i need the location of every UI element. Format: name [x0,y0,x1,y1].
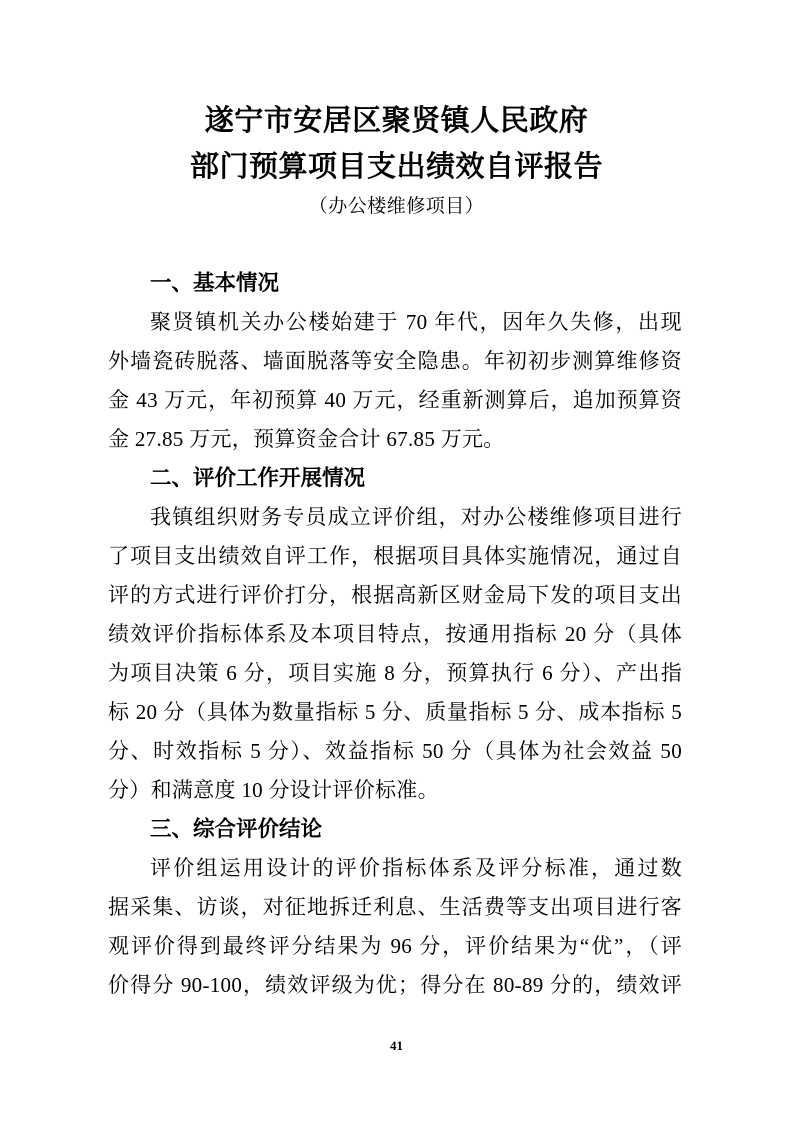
paragraph-line: 据采集、访谈，对征地拆迁利息、生活费等支出项目进行客 [108,895,682,919]
document-title [0,98,793,190]
paragraph-line: 标 20 分（具体为数量指标 5 分、质量指标 5 分、成本指标 5 [108,700,682,724]
paragraph-line: 为项目决策 6 分，项目实施 8 分，预算执行 6 分）、产出指 [108,661,682,685]
paragraph-line: 金 27.85 万元，预算资金合计 67.85 万元。 [108,427,505,451]
title-line-1: 遂宁市安居区聚贤镇人民政府 [204,105,589,137]
paragraph-line: 分、时效指标 5 分）、效益指标 50 分（具体为社会效益 50 [108,739,682,763]
section-heading: 二、评价工作开展情况 [150,466,366,490]
document-subtitle: （办公楼维修项目） [308,196,485,217]
paragraph-line: 价得分 90-100，绩效评级为优；得分在 80-89 分的，绩效评 [108,973,682,997]
paragraph-line: 外墙瓷砖脱落、墙面脱落等安全隐患。年初初步测算维修资 [108,349,682,373]
paragraph-line: 绩效评价指标体系及本项目特点，按通用指标 20 分（具体 [108,622,682,646]
page-number: 41 [390,1038,403,1053]
document-body [0,264,793,1005]
section-heading: 三、综合评价结论 [150,817,323,841]
paragraph-line: 评价组运用设计的评价指标体系及评分标准，通过数 [150,856,682,880]
paragraph-line: 金 43 万元，年初预算 40 万元，经重新测算后，追加预算资 [108,388,682,412]
paragraph-line: 了项目支出绩效自评工作，根据项目具体实施情况，通过自 [108,544,682,568]
paragraph-line: 聚贤镇机关办公楼始建于 70 年代，因年久失修，出现 [150,310,682,334]
title-line-2: 部门预算项目支出绩效自评报告 [189,151,603,183]
paragraph-line: 观评价得到最终评分结果为 96 分，评价结果为“优”，（评 [108,934,682,958]
paragraph-line: 分）和满意度 10 分设计评价标准。 [108,778,439,802]
page-footer [0,1038,793,1054]
paragraph-line: 我镇组织财务专员成立评价组，对办公楼维修项目进行 [150,505,682,529]
paragraph-line: 评的方式进行评价打分，根据高新区财金局下发的项目支出 [108,583,682,607]
section-heading: 一、基本情况 [150,271,280,295]
